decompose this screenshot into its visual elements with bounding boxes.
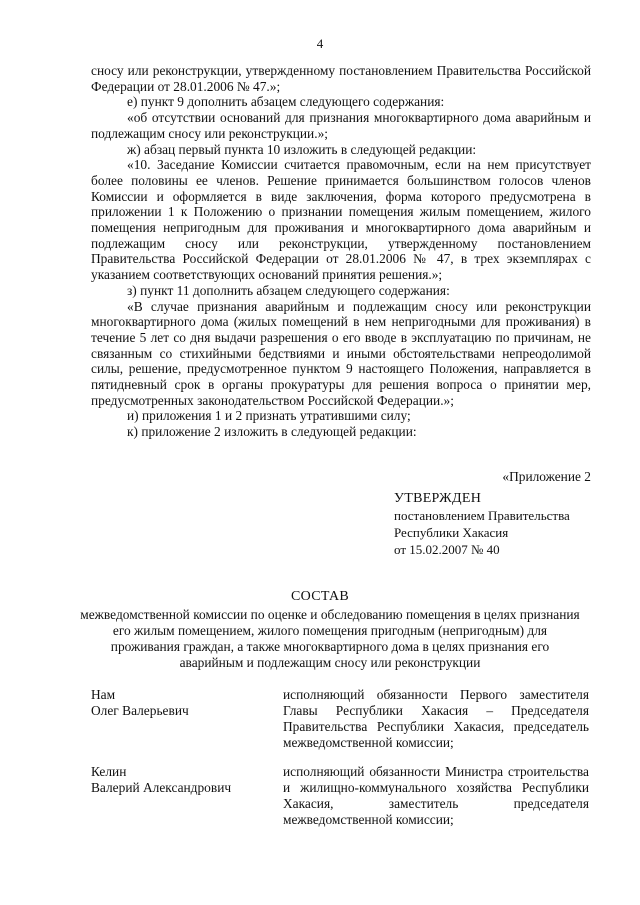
approval-block — [394, 490, 614, 558]
amendment-text — [91, 63, 591, 440]
approved-label: УТВЕРЖДЕН — [394, 491, 482, 506]
paragraph-quote-item-10: «10. Заседание Комиссии считается правомочным, если на нем присутствует более половины ее членов. Решение принимается большинством голосов членов Комиссии и оформляется в виде заключения, форма которого предусмотрена в приложении 1 к Положению о признании помещения жилым помещением, жилого помещения непригодным для проживания и многоквартирного дома аварийным и подлежащим сносу или реконструкции, утвержденному постановлением Правительства Российской Федерации от 28.01.2006 № 47, в трех экземплярах с указанием соответствующих оснований принятия решения.»; — [91, 157, 591, 283]
paragraph-item-k: к) приложение 2 изложить в следующей редакции: — [127, 424, 417, 440]
composition-title: СОСТАВ — [290, 589, 350, 604]
paragraph-quote-item-9: «об отсутствии оснований для признания многоквартирного дома аварийным и подлежащим сносу или реконструкции.»; — [91, 110, 591, 141]
paragraph-continuation: сносу или реконструкции, утвержденному постановлением Правительства Российской Федерации от 28.01.2006 № 47.»; — [91, 63, 591, 94]
member-name — [91, 687, 281, 719]
member-name — [91, 764, 281, 796]
member-given-names: Олег Валерьевич — [91, 703, 189, 718]
approval-line-3: от 15.02.2007 № 40 — [394, 542, 500, 557]
paragraph-item-i: и) приложения 1 и 2 признать утратившими силу; — [127, 408, 411, 424]
composition-subtitle: межведомственной комиссии по оценке и обследованию помещения в целях признания его жилым помещением, жилого помещения пригодным (непригодным) для проживания граждан, а также многоквартирного дома в целях признания его аварийным и подлежащим сносу или реконструкции — [80, 607, 580, 670]
approval-line-1: постановлением Правительства — [394, 508, 570, 523]
member-role: исполняющий обязанности Первого заместителя Главы Республики Хакасия – Председателя Правительства Республики Хакасия, председатель межведомственной комиссии; — [283, 687, 589, 750]
member-given-names: Валерий Александрович — [91, 780, 232, 795]
approval-line-2: Республики Хакасия — [394, 525, 509, 540]
member-surname: Нам — [91, 687, 116, 702]
annex-heading: «Приложение 2 — [502, 469, 591, 484]
paragraph-item-zh: ж) абзац первый пункта 10 изложить в следующей редакции: — [127, 141, 477, 157]
member-surname: Келин — [91, 764, 127, 779]
page-number: 4 — [316, 36, 324, 51]
paragraph-item-e: е) пункт 9 дополнить абзацем следующего содержания: — [127, 94, 445, 110]
paragraph-item-z: з) пункт 11 дополнить абзацем следующего содержания: — [127, 282, 450, 298]
member-role: исполняющий обязанности Министра строительства и жилищно-коммунального хозяйства Республики Хакасия, заместитель председателя межведомственной комиссии; — [283, 764, 589, 827]
paragraph-quote-item-11: «В случае признания аварийным и подлежащим сносу или реконструкции многоквартирного дома (жилых помещений в нем непригодными для проживания) в течение 5 лет со дня выдачи разрешения о его вводе в эксплуатацию по причинам, не связанным со стихийными бедствиями и иными обстоятельствами непреодолимой силы, решение, предусмотренное пунктом 9 настоящего Положения, направляется в пятидневный срок в органы прокуратуры для решения вопроса о принятии мер, предусмотренных законодательством Российской Федерации.»; — [91, 298, 591, 408]
